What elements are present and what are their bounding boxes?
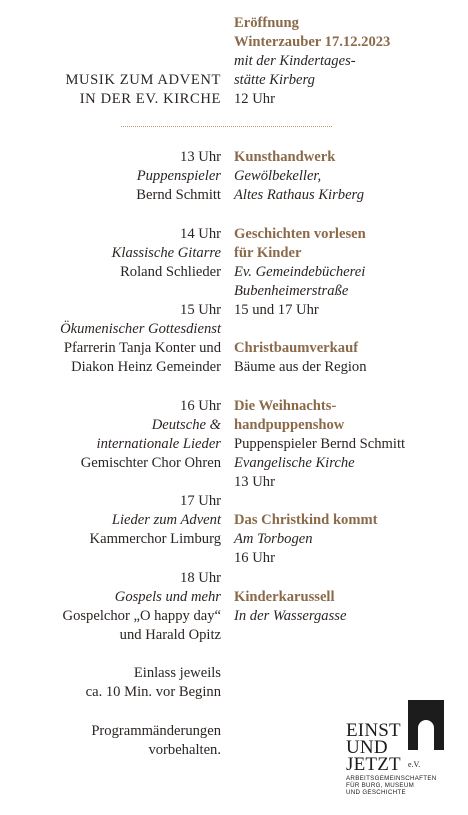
arch-icon <box>408 700 444 750</box>
act-performer: Diakon Heinz Gemeinder <box>71 359 221 375</box>
act-title: Deutsche & <box>151 417 221 433</box>
logo-subtitle: FÜR BURG, MUSEUM <box>346 782 415 789</box>
act-performer: Roland Schlieder <box>120 264 221 280</box>
logo-subtitle: ARBEITSGEMEINSCHAFTEN <box>346 775 437 782</box>
christkind-detail: Am Torbogen <box>234 531 313 547</box>
act-time: 18 Uhr <box>180 570 221 586</box>
kunsthandwerk-heading: Kunsthandwerk <box>234 149 336 165</box>
act-performer: Kammerchor Limburg <box>89 531 221 547</box>
geschichten-time: 15 und 17 Uhr <box>234 302 319 318</box>
musik-heading-line1: MUSIK ZUM ADVENT <box>65 72 221 88</box>
act-time: 15 Uhr <box>180 302 221 318</box>
kunsthandwerk-detail: Altes Rathaus Kirberg <box>234 187 364 203</box>
changes-note: Programmänderungen <box>91 723 221 739</box>
geschichten-heading: Geschichten vorlesen <box>234 226 366 242</box>
act-title: Gospels und mehr <box>114 589 221 605</box>
act-title: Klassische Gitarre <box>111 245 221 261</box>
changes-note: vorbehalten. <box>148 742 221 758</box>
weihnachts-heading: handpuppenshow <box>234 417 345 433</box>
kunsthandwerk-detail: Gewölbekeller, <box>234 168 322 184</box>
logo-line-einst: EINST <box>346 720 401 741</box>
act-time: 14 Uhr <box>180 226 221 242</box>
geschichten-detail: Ev. Gemeindebücherei <box>234 264 366 280</box>
karussell-heading: Kinderkarussell <box>234 589 335 605</box>
opening-detail: stätte Kirberg <box>234 72 315 88</box>
act-title: Lieder zum Advent <box>111 512 221 528</box>
geschichten-heading: für Kinder <box>234 245 302 261</box>
logo-subtitle: UND GESCHICHTE <box>346 789 406 796</box>
opening-detail: mit der Kindertages- <box>234 53 356 69</box>
musik-heading-line2: IN DER EV. KIRCHE <box>79 91 221 107</box>
dotted-divider <box>121 126 332 127</box>
weihnachts-time: 13 Uhr <box>234 474 275 490</box>
act-time: 16 Uhr <box>180 398 221 414</box>
act-performer: Pfarrerin Tanja Konter und <box>63 340 221 356</box>
christkind-heading: Das Christkind kommt <box>234 512 378 528</box>
weihnachts-detail: Puppenspieler Bernd Schmitt <box>234 436 406 452</box>
act-performer: Bernd Schmitt <box>136 187 221 203</box>
act-title: internationale Lieder <box>96 436 221 452</box>
act-performer: Gemischter Chor Ohren <box>80 455 221 471</box>
act-performer: Gospelchor „O happy day“ <box>62 608 221 624</box>
christbaum-heading: Christbaumverkauf <box>234 340 359 356</box>
opening-heading: Winterzauber 17.12.2023 <box>234 34 391 50</box>
weihnachts-heading: Die Weihnachts- <box>234 398 337 414</box>
act-title: Puppenspieler <box>136 168 221 184</box>
geschichten-detail: Bubenheimerstraße <box>234 283 349 299</box>
opening-heading: Eröffnung <box>234 15 299 31</box>
einlass-note: Einlass jeweils <box>133 665 221 681</box>
act-title: Ökumenischer Gottesdienst <box>60 321 221 337</box>
opening-time: 12 Uhr <box>234 91 275 107</box>
logo-ev: e.V. <box>408 760 421 769</box>
weihnachts-detail: Evangelische Kirche <box>234 455 355 471</box>
christbaum-detail: Bäume aus der Region <box>234 359 367 375</box>
act-performer: und Harald Opitz <box>119 627 221 643</box>
logo-line-jetzt: JETZT <box>346 754 401 775</box>
act-time: 13 Uhr <box>180 149 221 165</box>
act-time: 17 Uhr <box>180 493 221 509</box>
logo-line-und: UND <box>346 737 388 758</box>
christkind-time: 16 Uhr <box>234 550 275 566</box>
karussell-detail: In der Wassergasse <box>234 608 347 624</box>
einlass-note: ca. 10 Min. vor Beginn <box>85 684 221 700</box>
